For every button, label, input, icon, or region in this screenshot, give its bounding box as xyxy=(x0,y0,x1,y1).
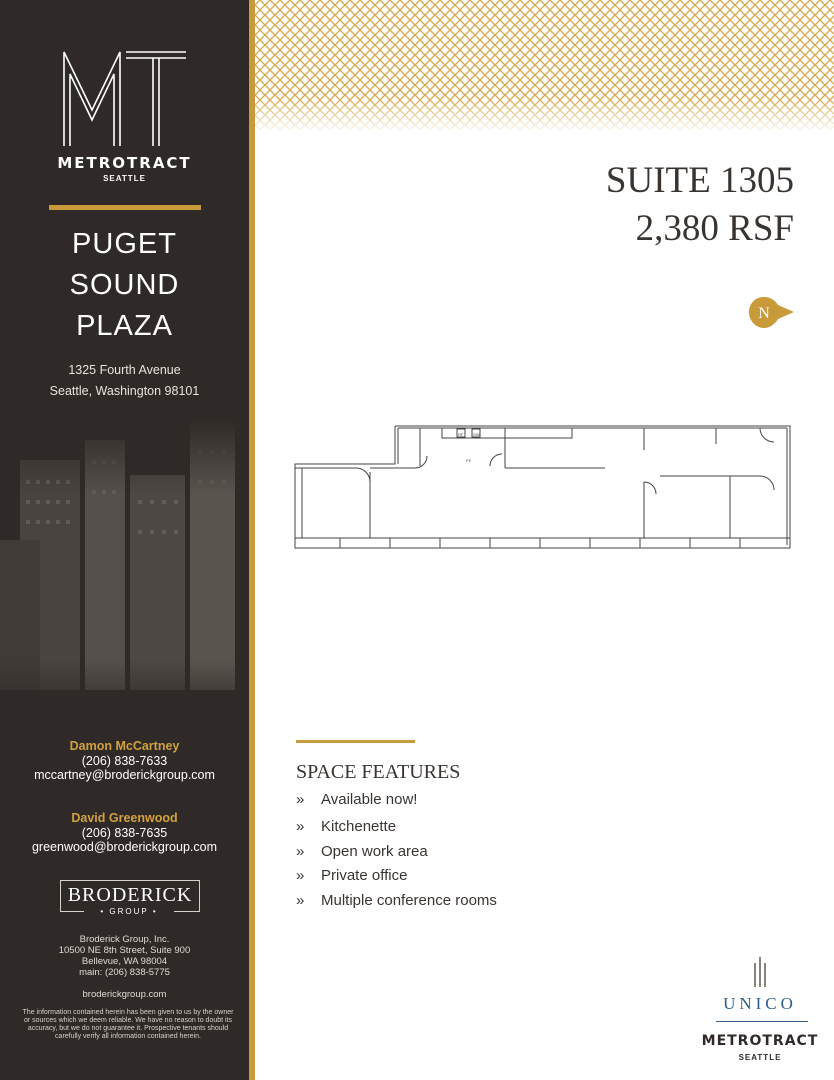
features-divider xyxy=(296,740,415,743)
address-line-1: 1325 Fourth Avenue xyxy=(68,363,181,377)
feature-bullet-icon: » xyxy=(296,892,305,909)
brand-name: METROTRACT xyxy=(57,154,192,172)
feature-item xyxy=(296,843,428,860)
contact-phone[interactable]: (206) 838-7635 xyxy=(81,826,168,840)
lattice-pattern xyxy=(255,0,834,130)
feature-bullet-icon: » xyxy=(296,843,305,860)
feature-item xyxy=(296,892,497,909)
contact-email[interactable]: mccartney@broderickgroup.com xyxy=(34,768,215,782)
building-title-line-2: SOUND xyxy=(69,269,180,301)
feature-label: Private office xyxy=(321,867,408,884)
contact-phone[interactable]: (206) 838-7633 xyxy=(81,754,168,768)
feature-item xyxy=(296,791,417,808)
sidebar xyxy=(0,0,249,1080)
feature-label: Kitchenette xyxy=(321,818,397,835)
broderick-logo-sub: • GROUP • xyxy=(84,907,174,919)
north-label: N xyxy=(758,305,770,322)
metrotract-logo-icon xyxy=(62,48,188,148)
feature-bullet-icon: » xyxy=(296,818,305,835)
broderick-logo-name: BRODERICK xyxy=(67,884,193,906)
contact-name: Damon McCartney xyxy=(69,739,180,753)
broker-info-line: Broderick Group, Inc. xyxy=(79,934,170,945)
feature-label: Available now! xyxy=(321,791,418,808)
contact-name: David Greenwood xyxy=(71,811,178,825)
building-title-line-3: PLAZA xyxy=(76,310,173,342)
suite-area: 2,380 RSF xyxy=(635,208,794,249)
unico-logo-icon xyxy=(700,955,820,989)
building-title-line-1: PUGET xyxy=(72,228,177,260)
feature-label: Multiple conference rooms xyxy=(321,892,497,909)
broker-info-line: main: (206) 838-5775 xyxy=(79,967,170,978)
suite-number: SUITE 1305 xyxy=(605,160,794,201)
brand-city: SEATTLE xyxy=(103,174,146,183)
feature-label: Open work area xyxy=(321,843,428,860)
address-line-2: Seattle, Washington 98101 xyxy=(49,384,200,398)
disclaimer-text: The information contained herein has been given to us by the owner or sources which we deem reliable. We have no reason to doubt its accuracy, but we do not guarantee it. Prospective tenants should carefully verify all information contained herein. xyxy=(22,1009,234,1040)
plan-fe-label: FE xyxy=(466,458,472,463)
gold-vertical-rule xyxy=(249,0,255,1080)
plan-fridge-label: RF xyxy=(458,432,464,437)
unico-divider xyxy=(716,1021,808,1022)
divider xyxy=(49,205,201,210)
broker-info-line: Bellevue, WA 98004 xyxy=(81,956,168,967)
plan-dishwasher-label: DW xyxy=(473,432,480,437)
suite-heading xyxy=(606,157,794,253)
features-title: SPACE FEATURES xyxy=(296,761,461,783)
floor-plan xyxy=(290,420,800,560)
broker-website[interactable]: broderickgroup.com xyxy=(82,989,167,1000)
footer-brand-city: SEATTLE xyxy=(738,1053,782,1062)
feature-item xyxy=(296,818,396,835)
city-skyline-image xyxy=(0,420,249,720)
feature-bullet-icon: » xyxy=(296,791,305,808)
broker-info-line: 10500 NE 8th Street, Suite 900 xyxy=(58,945,191,956)
unico-name: UNICO xyxy=(723,994,797,1013)
footer-brand-name: METROTRACT xyxy=(701,1033,819,1049)
contact-email[interactable]: greenwood@broderickgroup.com xyxy=(31,840,217,854)
feature-bullet-icon: » xyxy=(296,867,305,884)
feature-item xyxy=(296,867,407,884)
north-arrow-icon xyxy=(748,296,796,330)
